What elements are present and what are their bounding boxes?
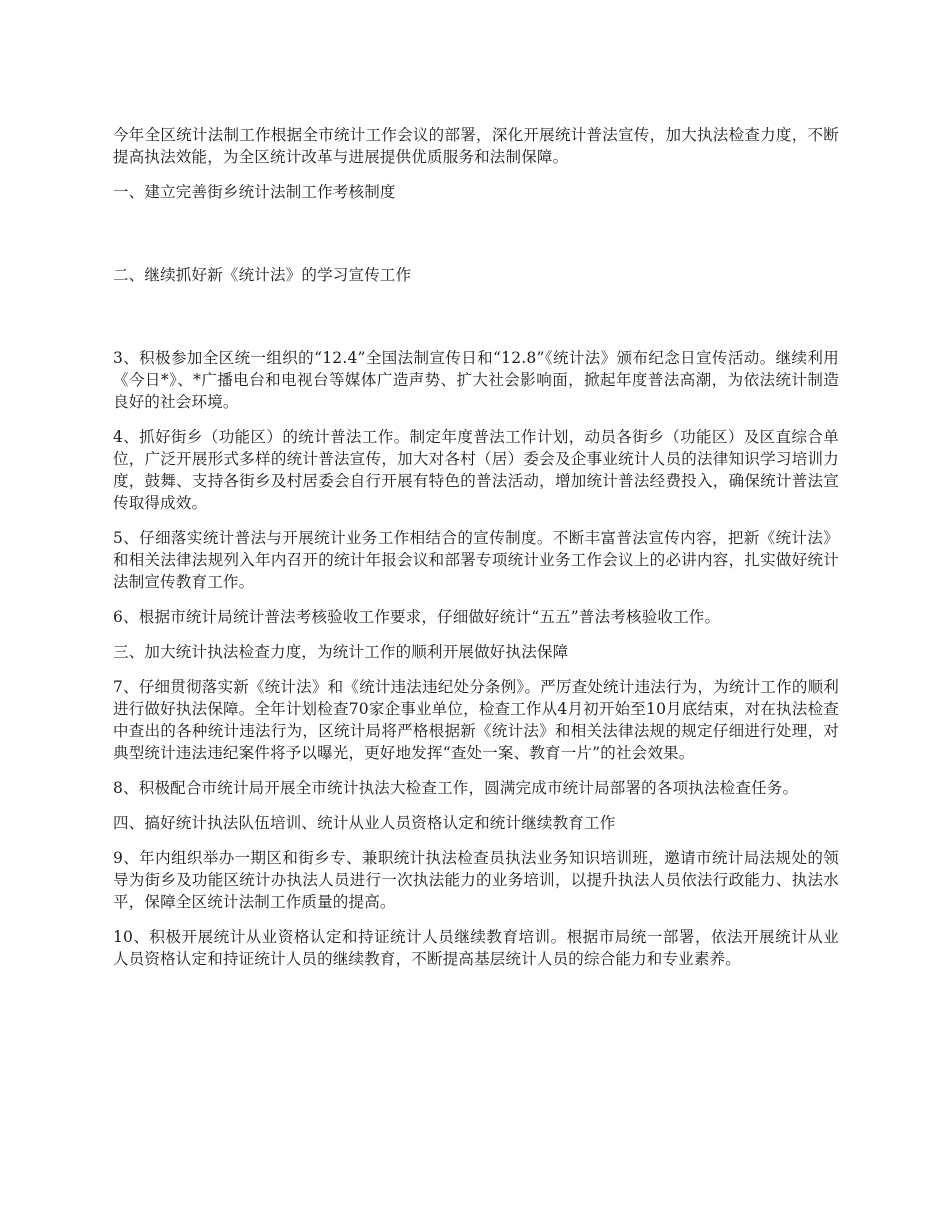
document-page bbox=[113, 124, 839, 983]
item-10-paragraph: 10、积极开展统计从业资格认定和持证统计人员继续教育培训。根据市局统一部署，依法开展统计从业人员资格认定和持证统计人员的继续教育，不断提高基层统计人员的综合能力和专业素养。 bbox=[113, 928, 839, 968]
section-2-heading: 二、继续抓好新《统计法》的学习宣传工作 bbox=[113, 266, 412, 284]
blank-gap bbox=[113, 299, 839, 347]
blank-gap bbox=[113, 216, 839, 264]
section-1-heading: 一、建立完善街乡统计法制工作考核制度 bbox=[113, 183, 396, 201]
item-3-paragraph: 3、积极参加全区统一组织的“12.4”全国法制宣传日和“12.8”《统计法》颁布纪念日宣传活动。继续利用《今日*》、*广播电台和电视台等媒体广造声势、扩大社会影响面，掀起年度普法高潮，为依法统计制造良好的社会环境。 bbox=[113, 349, 839, 411]
section-4-heading: 四、搞好统计执法队伍培训、统计从业人员资格认定和统计继续教育工作 bbox=[113, 814, 616, 832]
item-8-paragraph: 8、积极配合市统计局开展全市统计执法大检查工作，圆满完成市统计局部署的各项执法检查任务。 bbox=[113, 779, 799, 797]
section-3-heading: 三、加大统计执法检查力度，为统计工作的顺利开展做好执法保障 bbox=[113, 643, 569, 661]
intro-paragraph: 今年全区统计法制工作根据全市统计工作会议的部署，深化开展统计普法宣传，加大执法检查力度，不断提高执法效能，为全区统计改革与进展提供优质服务和法制保障。 bbox=[113, 126, 839, 166]
item-9-paragraph: 9、年内组织举办一期区和街乡专、兼职统计执法检查员执法业务知识培训班，邀请市统计局法规处的领导为街乡及功能区统计办执法人员进行一次执法能力的业务培训，以提升执法人员依法行政能力、执法水平，保障全区统计法制工作质量的提高。 bbox=[113, 849, 839, 911]
item-5-paragraph: 5、仔细落实统计普法与开展统计业务工作相结合的宣传制度。不断丰富普法宣传内容，把新《统计法》和相关法律法规列入年内召开的统计年报会议和部署专项统计业务工作会议上的必讲内容，扎实做好统计法制宣传教育工作。 bbox=[113, 529, 839, 591]
item-7-paragraph: 7、仔细贯彻落实新《统计法》和《统计违法违纪处分条例》。严厉查处统计违法行为，为统计工作的顺利进行做好执法保障。全年计划检查70家企事业单位，检查工作从4月初开始至10月底结束，对在执法检查中查出的各种统计违法行为，区统计局将严格根据新《统计法》和相关法律法规的规定仔细进行处理，对典型统计违法违纪案件将予以曝光，更好地发挥“查处一案、教育一片”的社会效果。 bbox=[113, 678, 839, 762]
item-4-paragraph: 4、抓好街乡（功能区）的统计普法工作。制定年度普法工作计划，动员各街乡（功能区）及区直综合单位，广泛开展形式多样的统计普法宣传，加大对各村（居）委会及企事业统计人员的法律知识学习培训力度，鼓舞、支持各街乡及村居委会自行开展有特色的普法活动，增加统计普法经费投入，确保统计普法宣传取得成效。 bbox=[113, 428, 839, 512]
item-6-paragraph: 6、根据市统计局统计普法考核验收工作要求，仔细做好统计“五五”普法考核验收工作。 bbox=[113, 608, 721, 626]
